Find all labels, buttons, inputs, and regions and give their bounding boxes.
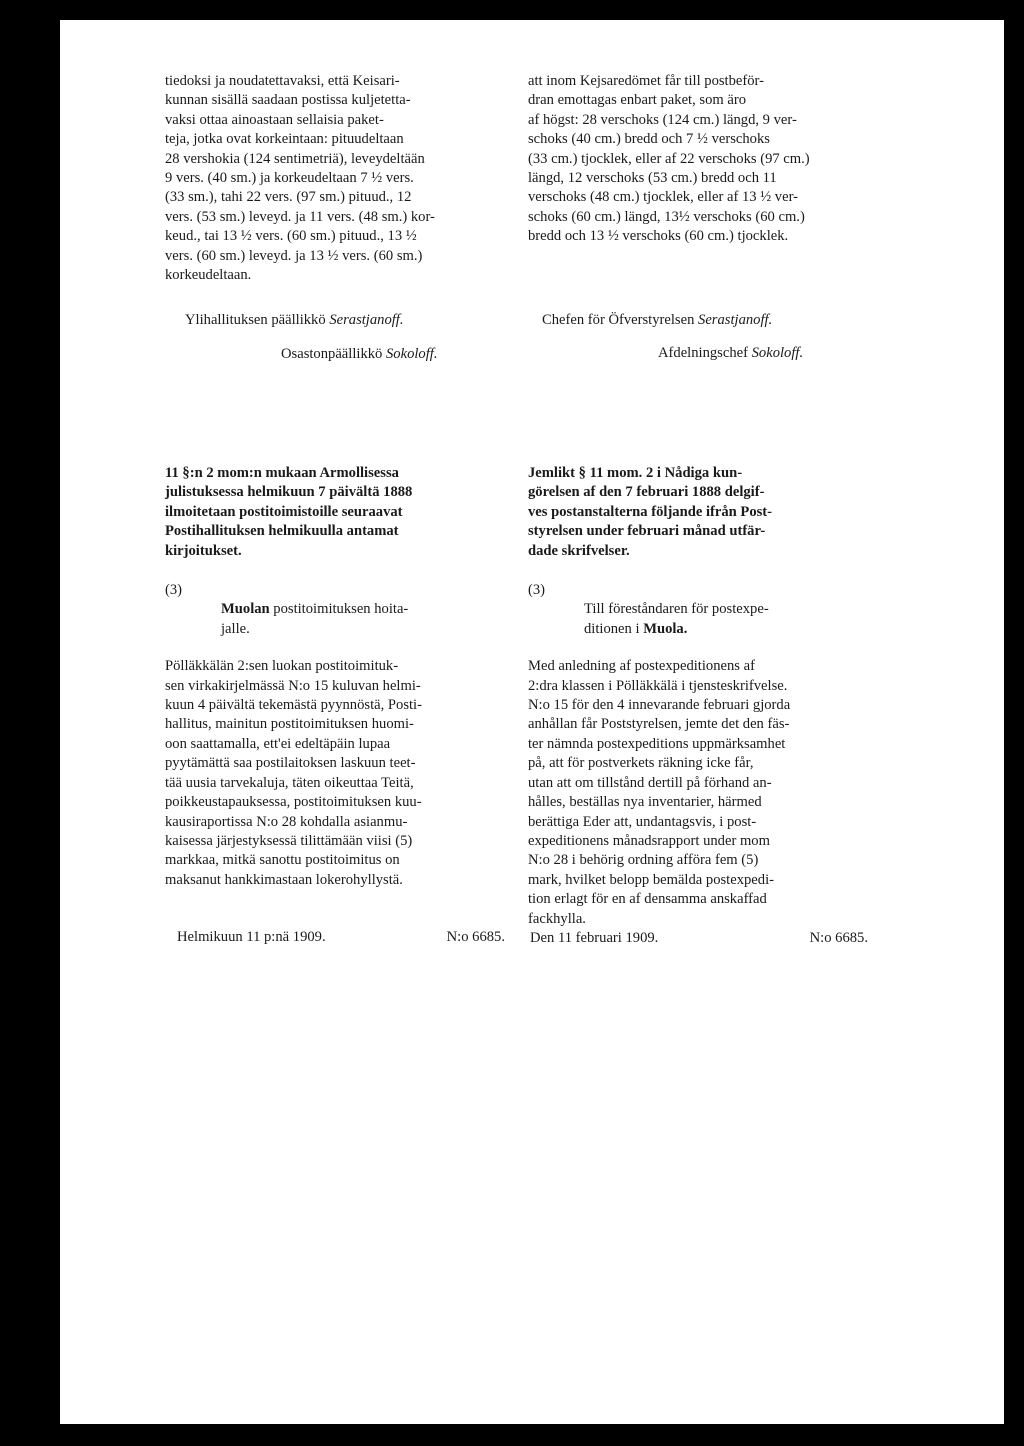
bottom-finnish-column bbox=[165, 464, 505, 948]
bottom-swedish-footer bbox=[528, 929, 868, 948]
date: Den 11 februari 1909. bbox=[530, 929, 659, 946]
bottom-swedish-heading: Jemlikt § 11 mom. 2 i Nådiga kun- görelsen af den 7 februari 1888 delgif- ves postanstalterna följande ifrån Post- styrelsen under februari månad utfär- dade skrifvelser. bbox=[528, 465, 773, 559]
document-page bbox=[60, 20, 1004, 1424]
item-recipient: postitoimituksen hoita- jalle. bbox=[221, 601, 409, 637]
top-swedish-signature-1 bbox=[528, 311, 868, 330]
item-place: Muola. bbox=[643, 620, 688, 637]
signature-name: Sokoloff. bbox=[386, 345, 438, 362]
bottom-swedish-body: Med anledning af postexpeditionens af 2:dra klassen i Pölläkkälä i tjensteskrifvelse. N:o 15 för den 4 innevarande februari gjorda anhållan får Poststyrelsen, jemte det den fäs- ter nämnda postexpeditions uppmärksamhet på, att för postverkets räkning icke får, utan att om tillstånd dertill på förhand an- hålles, beställas nya inventarier, härmed berättiga Eder att, undantagsvis, i post- expeditionens månadsrapport under mom N:o 28 i behörig ordning afföra fem (5) mark, hvilket belopp bemälda postexpedi- tion erlagt för en af densamma anskaffad fackhylla. bbox=[528, 658, 791, 927]
signature-title: Afdelningschef bbox=[658, 345, 748, 362]
date: Helmikuun 11 p:nä 1909. bbox=[177, 929, 326, 946]
top-swedish-signature-2 bbox=[528, 344, 868, 363]
item-number: (3) bbox=[165, 582, 183, 599]
item-place: Muolan bbox=[221, 601, 270, 618]
bottom-finnish-footer bbox=[165, 928, 505, 947]
top-finnish-column bbox=[165, 72, 505, 364]
top-swedish-column bbox=[528, 72, 868, 363]
signature-title: Ylihallituksen päällikkö bbox=[185, 312, 326, 329]
signature-name: Serastjanoff. bbox=[698, 311, 773, 328]
top-finnish-paragraph: tiedoksi ja noudatettavaksi, että Keisari- kunnan sisällä saadaan postissa kuljetetta- vaksi ottaa ainoastaan sellaisia paket- teja, jotka ovat korkeintaan: pituudeltaan 28 vershokia (124 sentimetriä), leveydeltään 9 vers. (40 sm.) ja korkeudeltaan 7 ½ vers. (33 sm.), tahi 22 vers. (97 sm.) pituud., 12 vers. (53 sm.) leveyd. ja 11 vers. (48 sm.) kor- keud., tai 13 ½ vers. (60 sm.) pituud., 13 ½ vers. (60 sm.) leveyd. ja 13 ½ vers. (60 sm.) korkeudeltaan. bbox=[165, 73, 435, 284]
item-number: (3) bbox=[528, 582, 546, 599]
signature-title: Chefen för Öfverstyrelsen bbox=[542, 311, 695, 328]
bottom-swedish-column bbox=[528, 464, 868, 948]
bottom-swedish-item bbox=[528, 581, 868, 639]
document-number: N:o 6685. bbox=[446, 929, 505, 946]
signature-title: Osastonpäällikkö bbox=[281, 345, 383, 362]
bottom-finnish-heading: 11 §:n 2 mom:n mukaan Armollisessa julistuksessa helmikuun 7 päivältä 1888 ilmoitetaan postitoimistoille seuraavat Postihallituksen helmikuulla antamat kirjoitukset. bbox=[165, 465, 413, 559]
top-finnish-signature-1 bbox=[165, 311, 505, 330]
document-number: N:o 6685. bbox=[809, 929, 868, 946]
bottom-finnish-body: Pölläkkälän 2:sen luokan postitoimituk- sen virkakirjelmässä N:o 15 kuluvan helmi- kuun 4 päivältä tekemästä pyynnöstä, Posti- hallitus, mainitun postitoimituksen huomi- oon saattamalla, ett'ei edeltäpäin lupaa pyytämättä saa postilaitoksen laskuun teet- tää uusia tarvekaluja, täten oikeuttaa Teitä, poikkeustapauksessa, postitoimituksen kuu- kausiraportissa N:o 28 kohdalla asianmu- kaisessa järjestyksessä tilittämään viisi (5) markkaa, mitkä sanottu postitoimitus on maksanut hankkimastaan lokerohyllystä. bbox=[165, 658, 422, 888]
signature-name: Serastjanoff. bbox=[329, 312, 404, 329]
item-recipient: Till föreståndaren för postexpe- ditionen i bbox=[584, 601, 769, 637]
top-finnish-signature-2 bbox=[165, 345, 505, 364]
bottom-finnish-item bbox=[165, 581, 505, 639]
signature-name: Sokoloff. bbox=[751, 345, 804, 362]
top-swedish-paragraph: att inom Kejsaredömet får till postbeför- dran emottagas enbart paket, som äro af högst: 28 verschoks (124 cm.) längd, 9 ver- schoks (40 cm.) bredd och 7 ½ verschoks (33 cm.) tjocklek, eller af 22 verschoks (97 cm.) längd, 12 verschoks (53 cm.) bredd och 11 verschoks (48 cm.) tjocklek, eller af 13 ½ ver- schoks (60 cm.) längd, 13½ verschoks (60 cm.) bredd och 13 ½ verschoks (60 cm.) tjocklek. bbox=[528, 73, 810, 245]
